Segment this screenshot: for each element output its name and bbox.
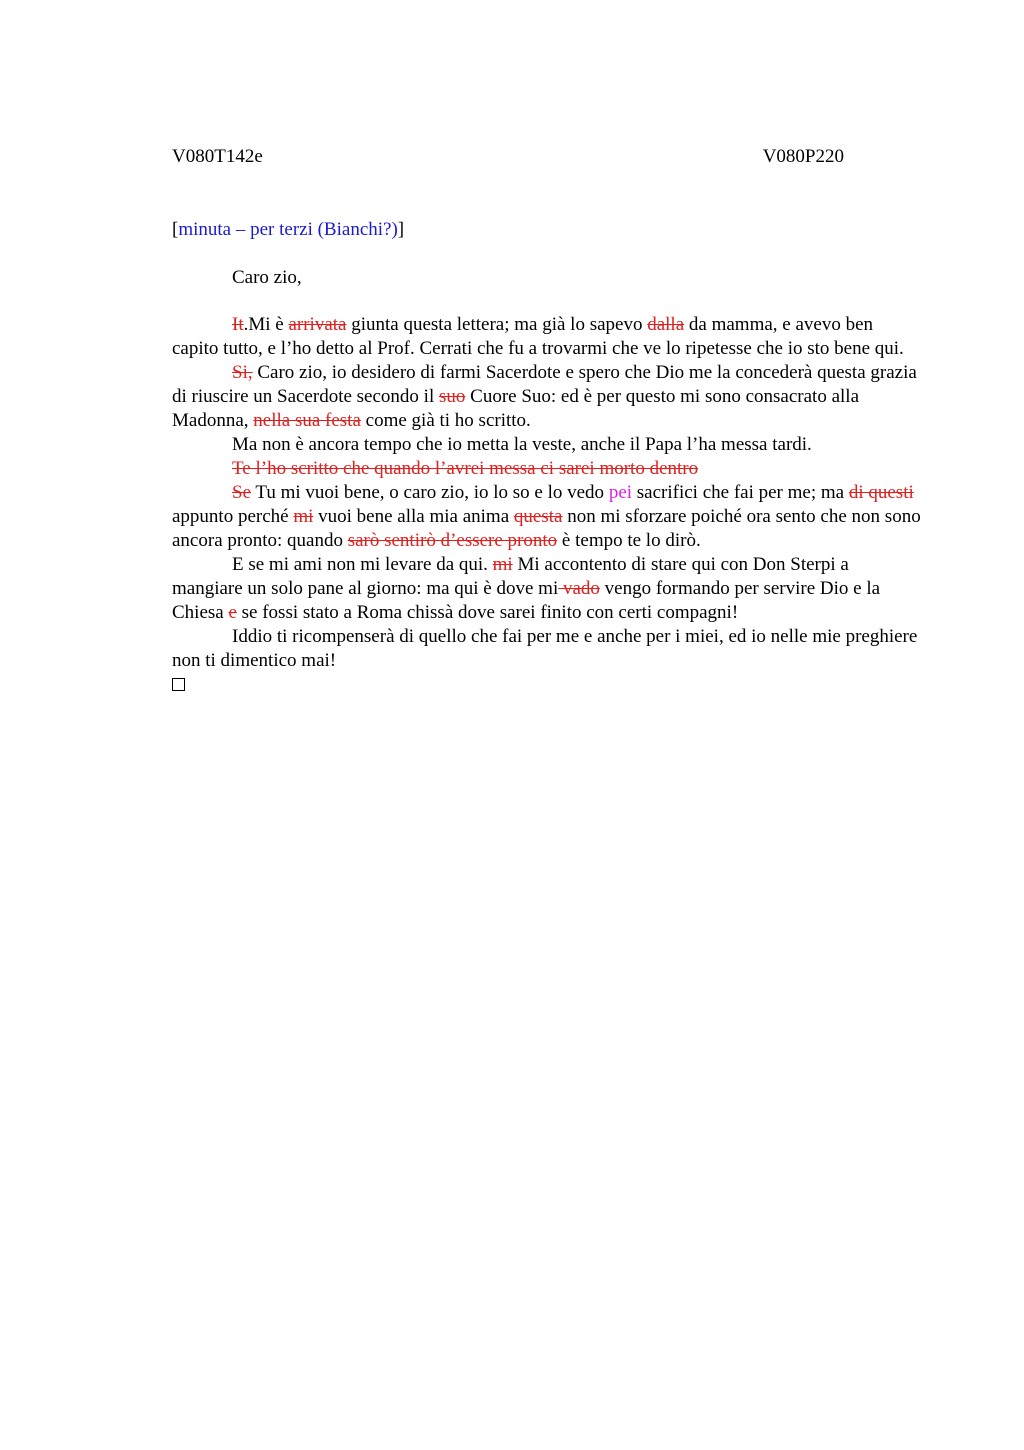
deleted-text: questa — [513, 506, 563, 527]
deleted-text: It — [232, 314, 244, 335]
text-segment: sacrifici che fai per me; ma — [632, 482, 849, 503]
deleted-text: mi — [293, 506, 314, 527]
deleted-text: Se — [232, 482, 251, 503]
end-marker — [172, 673, 924, 698]
text-segment: Caro zio, io desidero di farmi Sacerdote e spero che Dio me la concederà questa grazia di riuscire un Sacerdote secondo il — [172, 362, 917, 407]
text-segment: Tu mi vuoi bene, o caro zio, io lo so e lo vedo — [251, 482, 609, 503]
deleted-text: suo — [438, 386, 466, 407]
text-segment: se fossi stato a Roma chissà dove sarei finito con certi compagni! — [236, 602, 739, 623]
paragraph-5 — [172, 481, 924, 553]
editorial-note — [172, 218, 924, 242]
deleted-text: Si, — [232, 362, 253, 383]
deleted-text: sarò sentirò d’essere pronto — [347, 530, 558, 551]
paragraph-2 — [172, 361, 924, 433]
text-segment: è tempo te lo dirò. — [557, 530, 701, 551]
text-segment: Cuore Suo: ed è per questo mi sono consacrato alla Madonna, — [172, 386, 860, 431]
note-close-bracket: ] — [397, 219, 405, 240]
letter-body — [172, 313, 924, 698]
deleted-text: mi — [492, 554, 513, 575]
letter-page — [172, 145, 924, 698]
text-segment: Iddio ti ricompenserà di quello che fai per me e anche per i miei, ed io nelle mie preghiere non ti dimentico mai! — [172, 626, 918, 671]
deleted-text: di questi — [848, 482, 914, 503]
paragraph-4 — [172, 457, 924, 481]
deleted-text: nella sua festa — [253, 410, 361, 431]
empty-square-icon — [172, 678, 185, 691]
deleted-text: Te l’ho scritto che quando l’avrei messa ci sarei morto dentro — [232, 458, 699, 479]
text-segment: non mi sforzare poiché ora sento che non sono ancora pronto: quando — [172, 506, 921, 551]
deleted-text: dalla — [647, 314, 685, 335]
paragraph-3 — [172, 433, 924, 457]
paragraph-6 — [172, 553, 924, 625]
text-segment: .Mi è — [243, 314, 289, 335]
note-text: minuta – per terzi (Bianchi?) — [178, 219, 398, 240]
text-segment: come già ti ho scritto. — [360, 410, 531, 431]
text-segment: E se mi ami non mi levare da qui. — [232, 554, 493, 575]
document-header — [172, 145, 844, 169]
salutation: Caro zio, — [232, 267, 302, 288]
deleted-text: arrivata — [288, 314, 347, 335]
text-segment: Ma non è ancora tempo che io metta la veste, anche il Papa l’ha messa tardi. — [232, 434, 812, 455]
text-segment: vuoi bene alla mia anima — [313, 506, 514, 527]
deleted-text: e — [228, 602, 237, 623]
text-segment: da mamma, e avevo ben capito tutto, e l’ho detto al Prof. Cerrati che fu a trovarmi che ve lo ripetesse che io sto bene qui. — [172, 314, 904, 359]
note-open-bracket: [ — [172, 219, 179, 240]
text-segment: giunta questa lettera; ma già lo sapevo — [346, 314, 648, 335]
paragraph-7 — [172, 625, 924, 673]
text-segment: appunto perché — [172, 506, 294, 527]
paragraph-1 — [172, 313, 924, 361]
deleted-text: vado — [558, 578, 600, 599]
document-code-right: V080P220 — [762, 146, 844, 167]
text-segment: Mi accontento di stare qui con Don Sterpi a mangiare un solo pane al giorno: ma qui è dove mi — [172, 554, 849, 599]
corrected-text: pei — [608, 482, 633, 503]
text-segment: vengo formando per servire Dio e la Chiesa — [172, 578, 881, 623]
document-code-left: V080T142e — [172, 146, 263, 167]
